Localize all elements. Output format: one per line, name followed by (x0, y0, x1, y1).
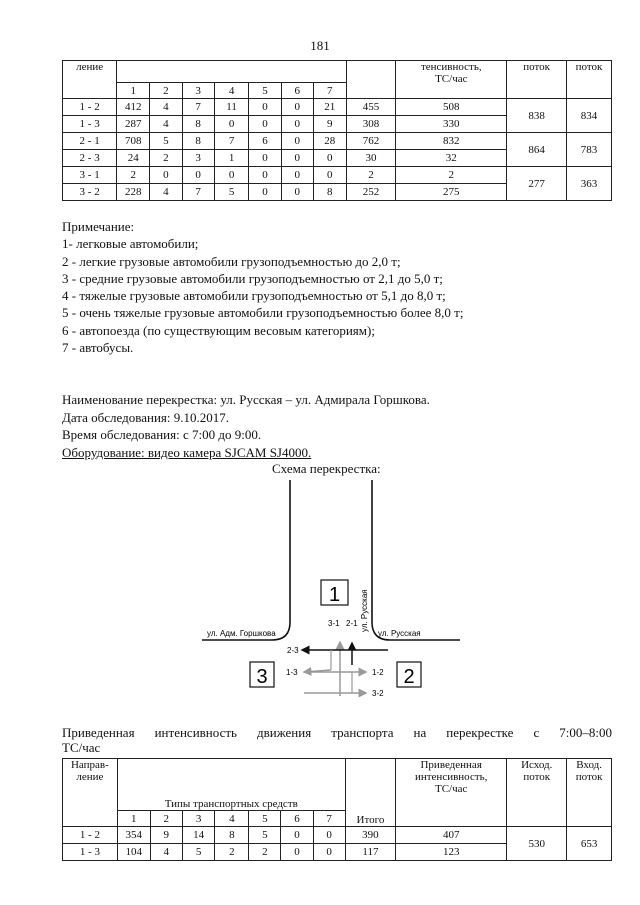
count-cell: 5 (214, 184, 248, 201)
reduced-cell: 407 (396, 827, 507, 844)
count-cell: 24 (117, 150, 150, 167)
type-number-cell: 6 (281, 811, 313, 827)
note-item: 2 - легкие грузовые автомобили грузоподъемностью до 2,0 т; (62, 253, 401, 269)
count-cell: 0 (281, 150, 313, 167)
reduced-cell: 275 (396, 184, 507, 201)
header-reduced: тенсивность, ТС/час (396, 61, 507, 99)
type-number-cell: 2 (150, 811, 182, 827)
in-flow-cell: 363 (567, 167, 612, 201)
count-cell: 0 (313, 167, 346, 184)
count-cell: 0 (249, 167, 281, 184)
t2-header-direction: Направ- ление (63, 759, 118, 827)
note-item: 4 - тяжелые грузовые автомобили грузоподъемностью от 5,1 до 8,0 т; (62, 288, 446, 304)
notes-title: Примечание: (62, 219, 135, 234)
count-cell: 8 (182, 133, 214, 150)
note-item: 7 - автобусы. (62, 340, 134, 356)
note-item: 6 - автопоезда (по существующим весовым категориям); (62, 322, 375, 338)
count-cell: 412 (117, 99, 150, 116)
out-flow-cell: 838 (507, 99, 567, 133)
note-item: 1- легковые автомобили; (62, 236, 199, 252)
label-2-3: 2-3 (287, 646, 299, 655)
label-3-1: 3-1 (328, 619, 340, 628)
header-direction: ление (63, 61, 117, 99)
type-number-cell: 1 (117, 83, 150, 99)
total-cell: 455 (346, 99, 396, 116)
count-cell: 8 (313, 184, 346, 201)
node-1-label: 1 (328, 584, 341, 606)
t2-header-types: Типы транспортных средств (117, 759, 345, 811)
reduced-cell: 330 (396, 116, 507, 133)
count-cell: 4 (150, 99, 182, 116)
type-number-cell: 3 (182, 811, 215, 827)
count-cell: 0 (150, 167, 182, 184)
total-cell: 252 (346, 184, 396, 201)
label-3-2: 3-2 (372, 689, 384, 698)
table2-caption-line1: Приведенная интенсивность движения транспорта на перекрестке с 7:00–8:00 (62, 725, 612, 740)
direction-cell: 1 - 3 (63, 116, 117, 133)
note-item: 5 - очень тяжелые грузовые автомобили грузоподъемностью более 8,0 т; (62, 305, 464, 321)
count-cell: 5 (249, 827, 281, 844)
count-cell: 4 (150, 184, 182, 201)
type-number-cell: 3 (182, 83, 214, 99)
type-number-cell: 4 (214, 83, 248, 99)
direction-cell: 3 - 2 (63, 184, 117, 201)
count-cell: 7 (182, 99, 214, 116)
type-number-cell: 4 (215, 811, 249, 827)
count-cell: 9 (313, 116, 346, 133)
t2-header-total: Итого (345, 759, 395, 827)
count-cell: 0 (313, 827, 345, 844)
count-cell: 0 (313, 150, 346, 167)
table-row (63, 827, 612, 844)
street-left-label: ул. Адм. Горшкова (207, 629, 276, 638)
label-1-3: 1-3 (286, 668, 298, 677)
count-cell: 21 (313, 99, 346, 116)
type-number-cell: 7 (313, 83, 346, 99)
count-cell: 228 (117, 184, 150, 201)
type-number-cell: 2 (150, 83, 182, 99)
count-cell: 0 (214, 116, 248, 133)
count-cell: 6 (249, 133, 281, 150)
count-cell: 354 (117, 827, 150, 844)
count-cell: 14 (182, 827, 215, 844)
count-cell: 4 (150, 844, 182, 861)
direction-cell: 1 - 2 (63, 827, 118, 844)
count-cell: 0 (214, 167, 248, 184)
total-cell: 117 (345, 844, 395, 861)
node-2-label: 2 (403, 666, 415, 688)
reduced-cell: 832 (396, 133, 507, 150)
count-cell: 9 (150, 827, 182, 844)
count-cell: 0 (249, 116, 281, 133)
count-cell: 0 (281, 167, 313, 184)
count-cell: 0 (281, 133, 313, 150)
count-cell: 11 (214, 99, 248, 116)
out-flow-cell: 530 (507, 827, 567, 861)
survey-equipment: Оборудование: видео камера SJCAM SJ4000. (62, 444, 312, 460)
count-cell: 0 (281, 99, 313, 116)
road-edge-right (372, 480, 460, 640)
count-cell: 0 (281, 827, 313, 844)
count-cell: 0 (281, 184, 313, 201)
count-cell: 8 (215, 827, 249, 844)
note-item: 3 - средние грузовые автомобили грузоподъемностью от 2,1 до 5,0 т; (62, 270, 443, 286)
count-cell: 4 (150, 116, 182, 133)
direction-cell: 2 - 3 (63, 150, 117, 167)
count-cell: 5 (182, 844, 215, 861)
t2-header-in: Вход. поток (567, 759, 612, 827)
t2-header-out: Исход. поток (507, 759, 567, 827)
count-cell: 7 (182, 184, 214, 201)
count-cell: 0 (249, 99, 281, 116)
table2-caption-line2: ТС/час (62, 740, 101, 755)
survey-date: Дата обследования: 9.10.2017. (62, 409, 229, 425)
count-cell: 0 (249, 184, 281, 201)
street-right-label: ул. Русская (378, 629, 421, 638)
type-number-cell: 5 (249, 83, 281, 99)
count-cell: 3 (182, 150, 214, 167)
count-cell: 1 (214, 150, 248, 167)
count-cell: 2 (117, 167, 150, 184)
total-cell: 30 (346, 150, 396, 167)
out-flow-cell: 277 (507, 167, 567, 201)
intensity-table-2 (62, 758, 612, 861)
header-in-flow: поток (567, 61, 612, 99)
total-cell: 762 (346, 133, 396, 150)
count-cell: 7 (214, 133, 248, 150)
reduced-cell: 508 (396, 99, 507, 116)
intersection-name: Наименование перекрестка: ул. Русская – ул. Адмирала Горшкова. (62, 392, 430, 407)
count-cell: 104 (117, 844, 150, 861)
count-cell: 0 (249, 150, 281, 167)
count-cell: 28 (313, 133, 346, 150)
in-flow-cell: 834 (567, 99, 612, 133)
in-flow-cell: 653 (567, 827, 612, 861)
total-cell: 390 (345, 827, 395, 844)
node-3-label: 3 (256, 666, 268, 688)
type-number-cell: 7 (313, 811, 345, 827)
count-cell: 2 (249, 844, 281, 861)
t2-header-reduced: Приведенная интенсивность, ТС/час (396, 759, 507, 827)
type-number-cell: 5 (249, 811, 281, 827)
header-out-flow: поток (507, 61, 567, 99)
total-cell: 308 (346, 116, 396, 133)
count-cell: 0 (281, 116, 313, 133)
count-cell: 8 (182, 116, 214, 133)
direction-cell: 2 - 1 (63, 133, 117, 150)
count-cell: 708 (117, 133, 150, 150)
reduced-cell: 32 (396, 150, 507, 167)
count-cell: 2 (150, 150, 182, 167)
count-cell: 2 (215, 844, 249, 861)
direction-cell: 1 - 2 (63, 99, 117, 116)
direction-cell: 1 - 3 (63, 844, 118, 861)
count-cell: 287 (117, 116, 150, 133)
road-edge-left (202, 480, 290, 640)
scheme-title: Схема перекрестка: (272, 461, 381, 476)
page-number: 181 (310, 38, 330, 53)
survey-time: Время обследования: с 7:00 до 9:00. (62, 427, 262, 443)
direction-cell: 3 - 1 (63, 167, 117, 184)
label-1-2: 1-2 (372, 668, 384, 677)
type-number-cell: 1 (117, 811, 150, 827)
count-cell: 0 (182, 167, 214, 184)
count-cell: 0 (313, 844, 345, 861)
in-flow-cell: 783 (567, 133, 612, 167)
label-2-1: 2-1 (346, 619, 358, 628)
street-vertical-label: ул. Русская (360, 589, 369, 632)
reduced-cell: 123 (396, 844, 507, 861)
reduced-cell: 2 (396, 167, 507, 184)
count-cell: 5 (150, 133, 182, 150)
type-number-cell: 6 (281, 83, 313, 99)
total-cell: 2 (346, 167, 396, 184)
out-flow-cell: 864 (507, 133, 567, 167)
count-cell: 0 (281, 844, 313, 861)
